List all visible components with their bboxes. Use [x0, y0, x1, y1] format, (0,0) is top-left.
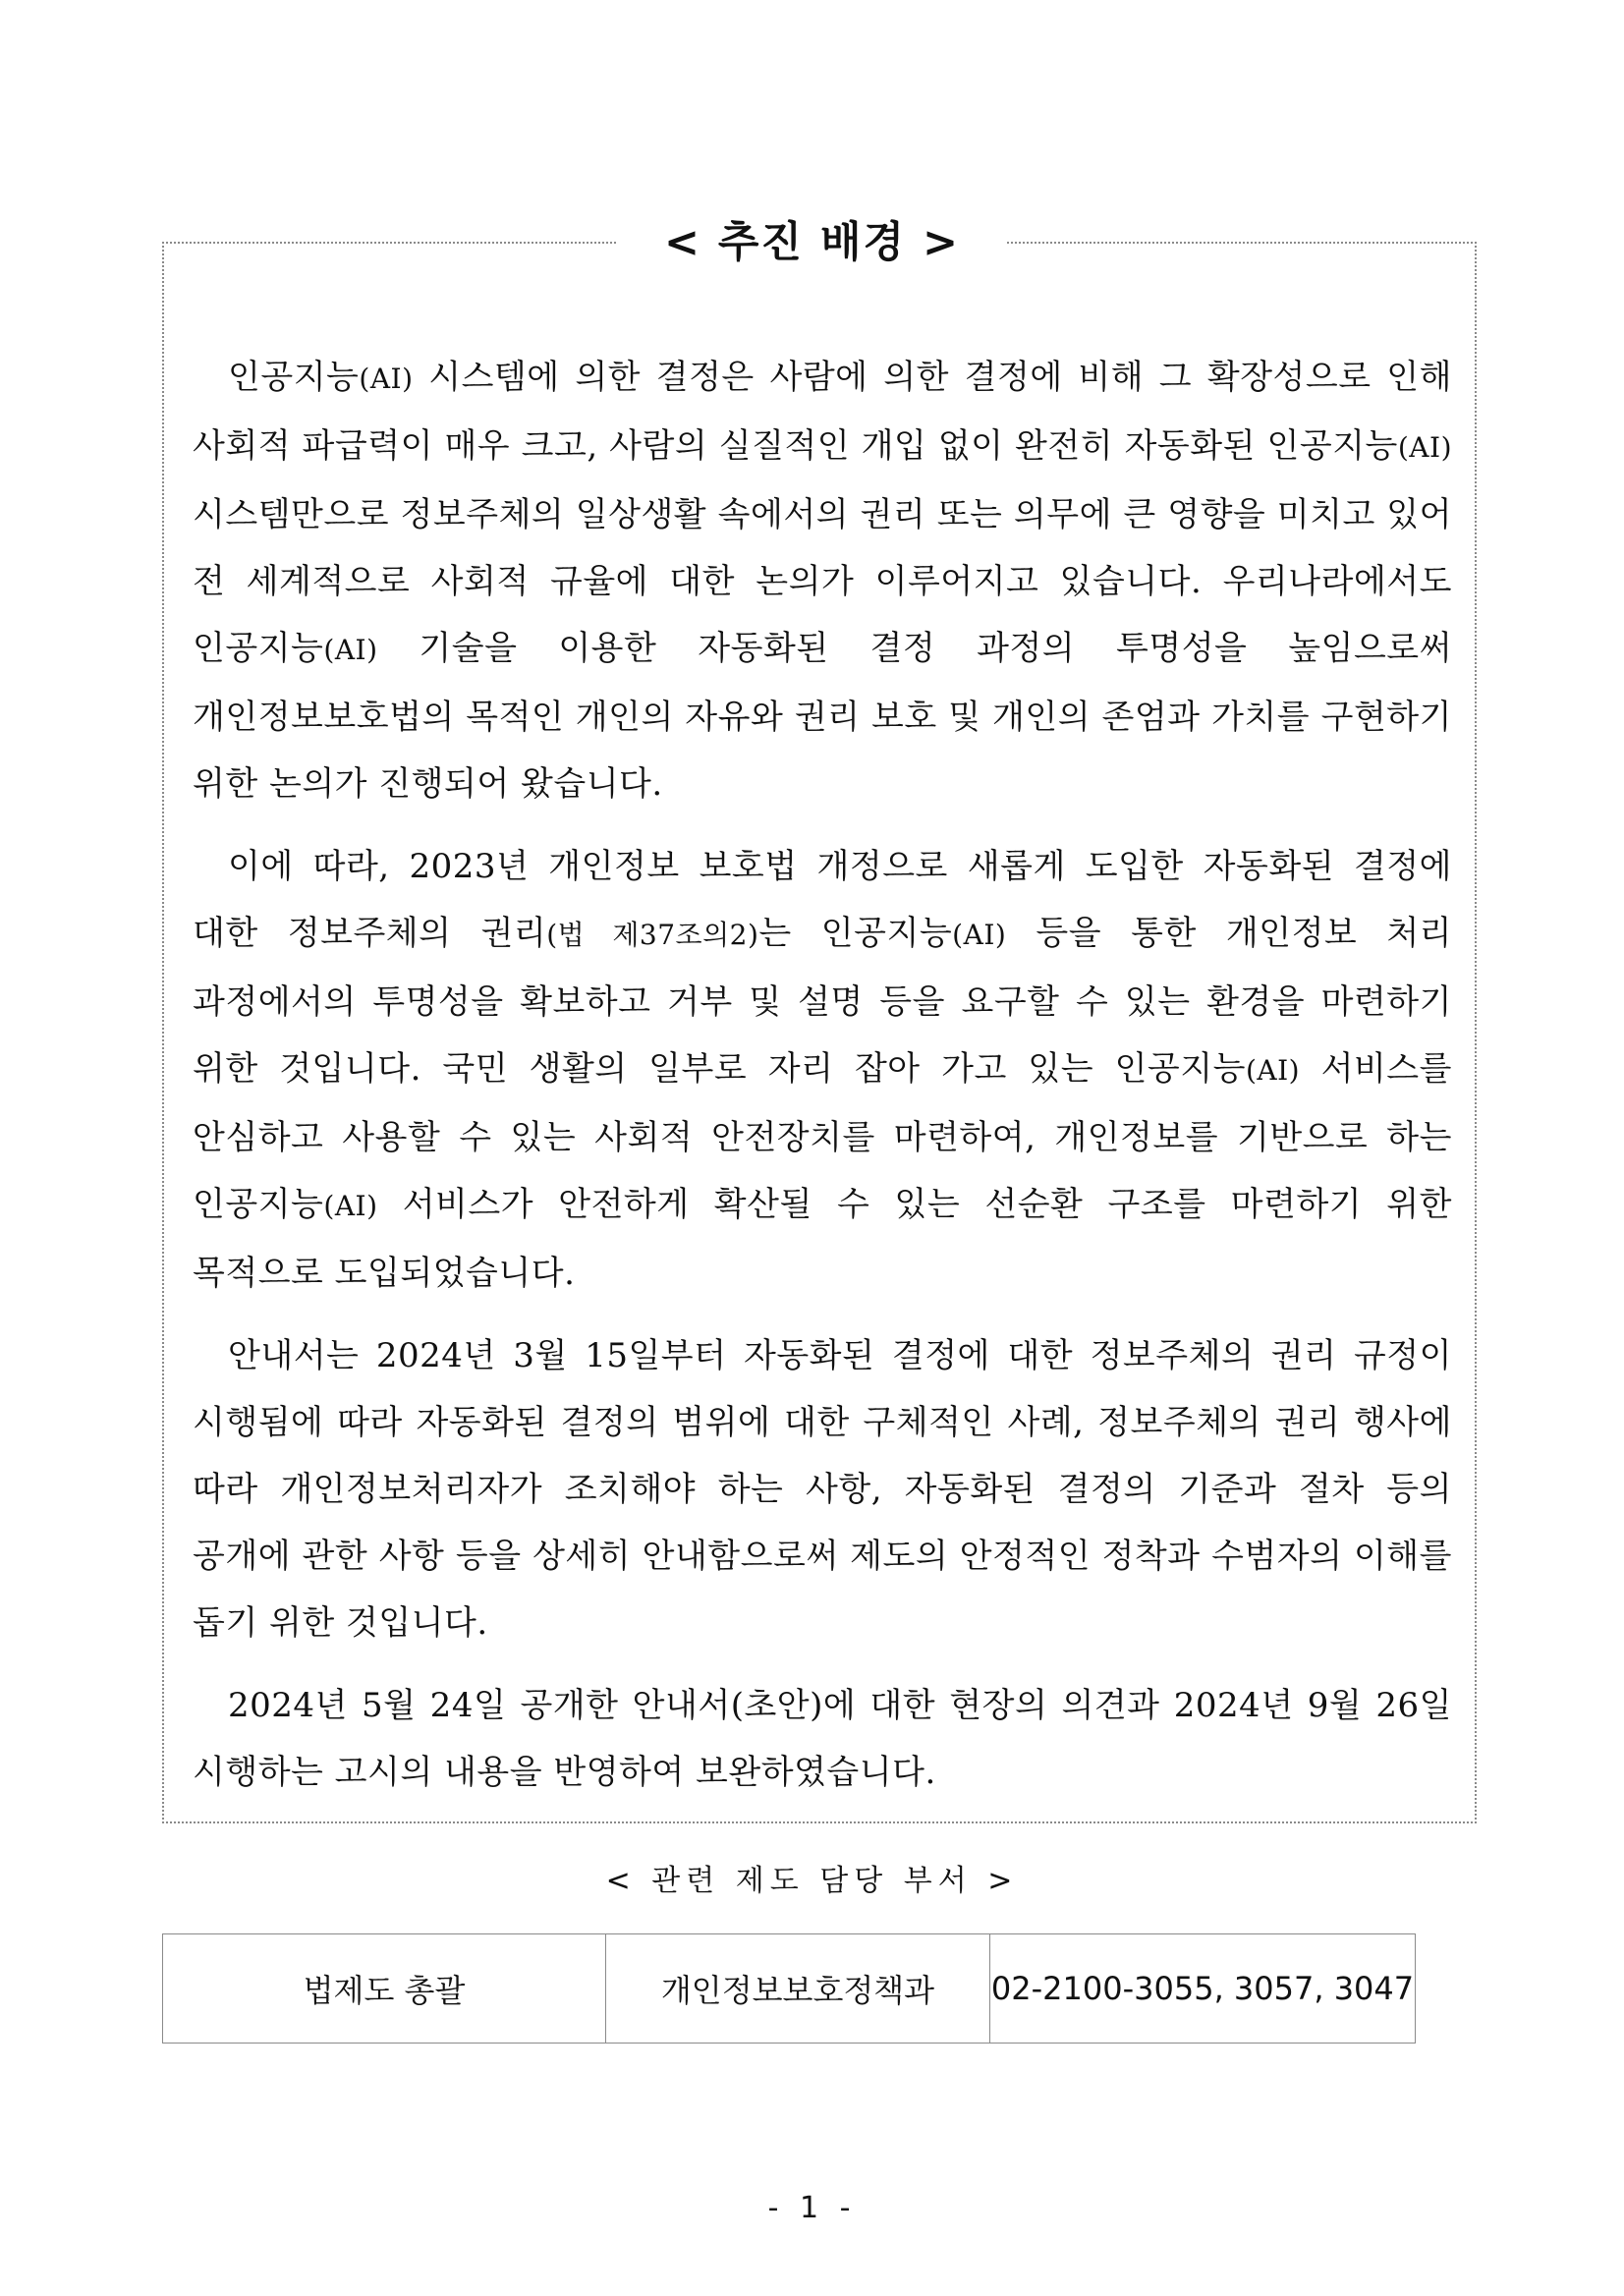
paragraph-2-small-4: (AI): [323, 1190, 378, 1222]
dept-phone-cell: 02-2100-3055, 3057, 3047: [990, 1934, 1416, 2044]
dept-caption: < 관련 제도 담당 부서 >: [605, 1864, 1019, 1898]
dept-role-cell: 법제도 총괄: [163, 1934, 606, 2044]
paragraph-1-small-3: (AI): [323, 634, 378, 666]
paragraph-4: 2024년 5월 24일 공개한 안내서(초안)에 대한 현장의 의견과 2024년 9월 26일 시행하는 고시의 내용을 반영하여 보완하였습니다.: [193, 1686, 1452, 1792]
paragraph-1-text-2: 시스템에 의한 결정은 사람에 의한 결정에 비해 그 확장성으로 인해 사회적 파급력이 매우 크고, 사람의 실질적인 개입 없이 완전히 자동화된 인공지능: [193, 358, 1452, 466]
paragraph-1-text-1: 인공지능: [228, 358, 360, 397]
paragraph-3: 안내서는 2024년 3월 15일부터 자동화된 결정에 대한 정보주체의 권리 규정이 시행됨에 따라 자동화된 결정의 범위에 대한 구체적인 사례, 정보주체의 권리 행사에 따라 개인정보처리자가 조치해야 하는 사항, 자동화된 결정의 기준과 절차 등의 공개에 관한 사항 등을 상세히 안내함으로써 제도의 안정적인 정착과 수범자의 이해를 돕기 위한 것입니다.: [193, 1336, 1452, 1643]
background-body: [193, 344, 1452, 1821]
paragraph-2-small-3: (AI): [1245, 1054, 1301, 1087]
paragraph-1-small-1: (AI): [359, 363, 414, 395]
dept-name-cell: 개인정보보호정책과: [606, 1934, 990, 2044]
paragraph-2-text-3: 등을 통한 개인정보 처리 과정에서의 투명성을 확보하고 거부 및 설명 등을 요구할 수 있는 환경을 마련하기 위한 것입니다. 국민 생활의 일부로 자리 잡아 가고 있는 인공지능: [193, 914, 1453, 1089]
paragraph-2-small-2: (AI): [952, 919, 1007, 951]
table-row: [163, 1934, 1416, 2044]
paragraph-1-text-3: 시스템만으로 정보주체의 일상생활 속에서의 권리 또는 의무에 큰 영향을 미치고 있어 전 세계적으로 사회적 규율에 대한 논의가 이루어지고 있습니다. 우리나라에서도 인공지능: [193, 495, 1452, 668]
paragraph-1: [193, 344, 1452, 817]
paragraph-2-text-1: 이에 따라, 2023년 개인정보 보호법 개정으로 새롭게 도입한 자동화된 결정에 대한 정보주체의 권리: [193, 847, 1452, 953]
paragraph-2-text-2: 는 인공지능: [758, 914, 953, 953]
paragraph-2-text-5: 서비스가 안전하게 확산될 수 있는 선순환 구조를 마련하기 위한 목적으로 도입되었습니다.: [193, 1185, 1452, 1293]
paragraph-1-text-4: 기술을 이용한 자동화된 결정 과정의 투명성을 높임으로써 개인정보보호법의 목적인 개인의 자유와 권리 보호 및 개인의 존엄과 가치를 구현하기 위한 논의가 진행되어 왔습니다.: [193, 629, 1452, 804]
paragraph-2-small-1: (법 제37조의2): [546, 919, 759, 951]
section-title-text: < 추진 배경 >: [617, 208, 1007, 277]
paragraph-2-text-4: 서비스를 안심하고 사용할 수 있는 사회적 안전장치를 마련하여, 개인정보를 기반으로 하는 인공지능: [193, 1049, 1452, 1224]
page-number: - 1 -: [767, 2191, 857, 2225]
paragraph-1-small-2: (AI): [1397, 431, 1452, 464]
paragraph-2: [193, 833, 1452, 1307]
dept-table: [162, 1933, 1416, 2044]
